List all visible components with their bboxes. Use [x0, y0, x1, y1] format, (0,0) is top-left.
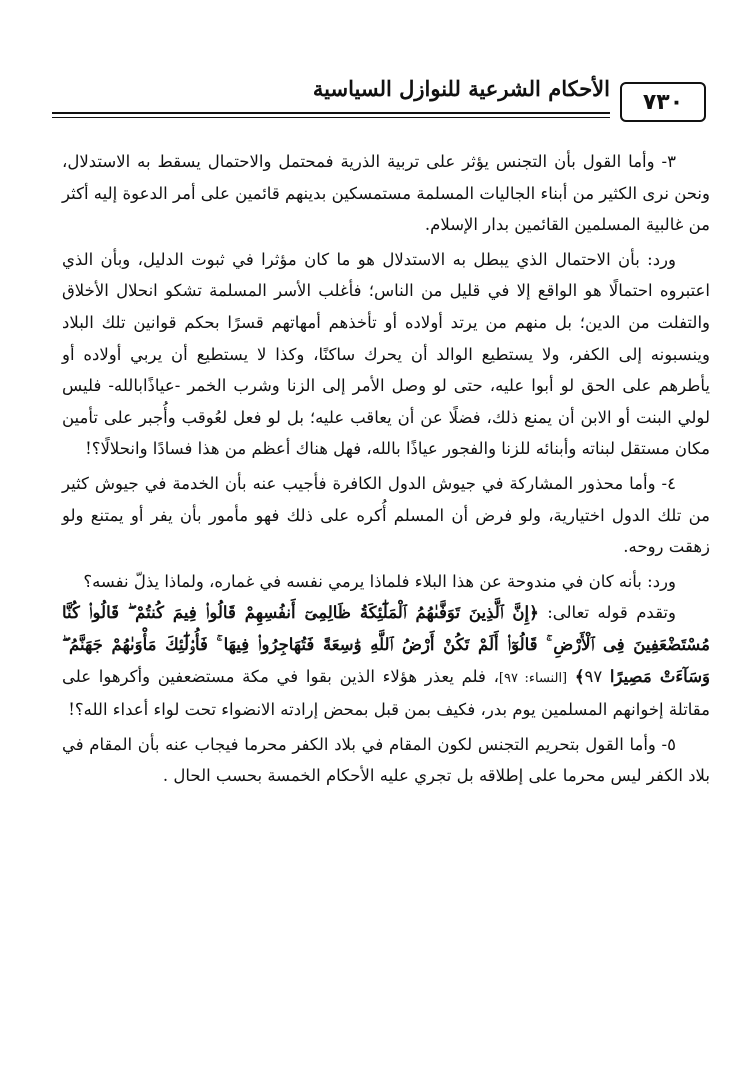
header-rule-thin — [52, 117, 610, 118]
paragraph-verse — [62, 597, 710, 725]
verse-number: ٩٧ — [584, 666, 603, 686]
quran-verse: إِنَّ ٱلَّذِينَ تَوَفَّىٰهُمُ ٱلْمَلَٰٓئِكَةُ ظَالِمِىٓ أَنفُسِهِمْ قَالُوا۟ فِيمَ كُنتُمْ ۖ قَالُوا۟ كُنَّا مُسْتَضْعَفِينَ فِى ٱلْأَرْضِ ۚ قَالُوٓا۟ أَلَمْ تَكُنْ أَرْضُ ٱللَّهِ وَٰسِعَةً فَتُهَاجِرُوا۟ فِيهَا ۚ فَأُو۟لَٰٓئِكَ مَأْوَىٰهُمْ جَهَنَّمُ ۖ وَسَآءَتْ مَصِيرًا — [62, 603, 710, 686]
verse-open-bracket: ﴿ — [529, 603, 539, 623]
paragraph-5: ٥- وأما القول بتحريم التجنس لكون المقام في بلاد الكفر محرما فيجاب عنه بأن المقام في بلاد الكفر ليس محرما على إطلاقه بل تجري عليه الأحكام الخمسة بحسب الحال . — [62, 734, 710, 786]
verse-reference: [النساء: ٩٧] — [498, 670, 568, 686]
paragraph-3: ٣- وأما القول بأن التجنس يؤثر على تربية الذرية فمحتمل والاحتمال يسقط به الاستدلال، ونحن نرى الكثير من أبناء الجاليات المسلمة مستمسكين بدينهم قائمين على أمر الدعوة إليه أكثر من غالبية المسلمين القائمين بدار الإسلام. — [62, 152, 710, 235]
page-header — [52, 72, 706, 118]
verse-intro: وتقدم قوله تعالى: — [547, 603, 676, 623]
paragraph-4: ٤- وأما محذور المشاركة في جيوش الدول الكافرة فأجيب عنه بأن الخدمة في جيوش كثير من تلك الدول اختيارية، ولو فرض أن المسلم أُكره على ذلك فهو مأمور بأن يفر أو يمتنع ولو زهقت روحه. — [62, 473, 710, 557]
paragraph-reply-1: ورد: بأن الاحتمال الذي يبطل به الاستدلال هو ما كان مؤثرا في ثبوت الدليل، وبأن الذي اعتبروه احتمالًا هو الواقع إلا في قليل من الناس؛ فأغلب الأسر المسلمة تشكو انحلال الأخلاق والتفلت من الدين؛ بل منهم من يرتد أولاده أو تأخذهم أمهاتهم قسرًا بحكم قوانين تلك البلاد وينسبونه إلى الكفر، ولا يستطيع الوالد أن يحرك ساكنًا، وكذا لا يستطيع أن يربي أولاده أو يأطرهم على الحق لو أبوا عليه، حتى لو وصل الأمر إلى الزنا وشرب الخمر -عياذًابالله- فليس لولي البنت أو الابن أن يمنع ذلك، فضلًا عن أن يعاقب عليه؛ بل لو فعل لعُوقب وأُجبر على تأمين مكان مستقل لبناته وأبنائه للزنا والفجور عياذًا بالله، فهل هناك أعظم من هذا فسادًا وانحلالًا؟! — [62, 249, 710, 459]
page-number: ٧٣٠ — [620, 82, 706, 122]
verse-commentary: ، فلم يعذر هؤلاء الذين بقوا في مكة مستضعفين وأكرهوا على مقاتلة إخوانهم المسلمين يوم بدر، فكيف بمن قبل بمحض إرادته الانضواء تحت لواء أعداء الله؟! — [62, 666, 710, 720]
paragraph-reply-2: ورد: بأنه كان في مندوحة عن هذا البلاء فلماذا يرمي نفسه في غماره، ولماذا يذلّ نفسه؟ — [83, 571, 676, 591]
verse-close-bracket: ﴾ — [574, 666, 585, 686]
body-text — [62, 146, 710, 792]
running-title: الأحكام الشرعية للنوازل السياسية — [312, 76, 610, 101]
header-rule — [52, 112, 610, 114]
